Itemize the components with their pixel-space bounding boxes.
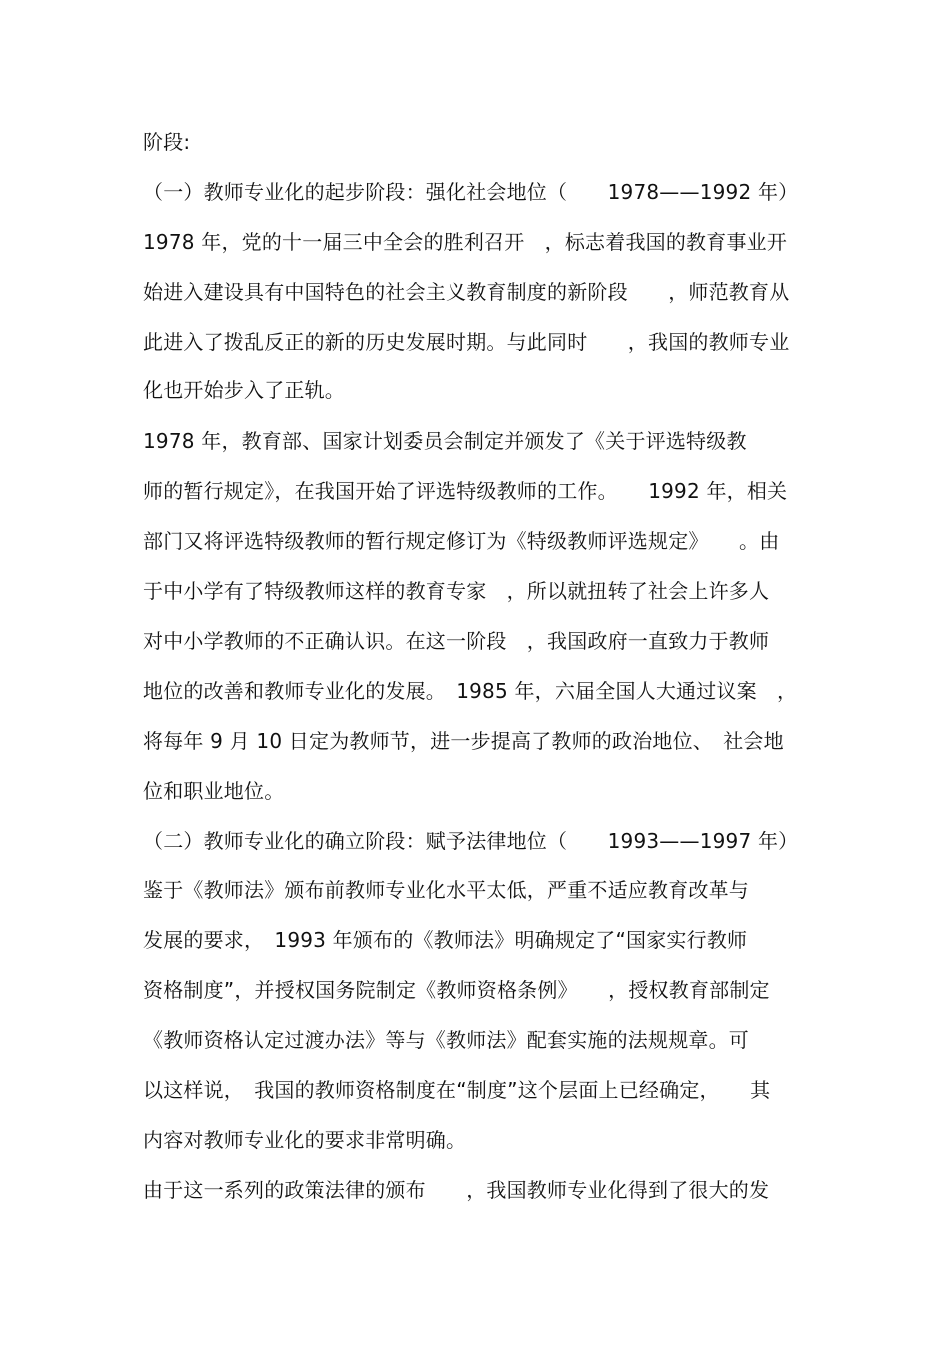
- text-line: 此进入了拨乱反正的新的历史发展时期。与此同时 ，我国的教师专业: [143, 330, 790, 354]
- text-line: 1978 年，教育部、国家计划委员会制定并颁发了《关于评选特级教: [143, 429, 747, 453]
- text-line: 1978 年，党的十一届三中全会的胜利召开 ，标志着我国的教育事业开: [143, 230, 788, 254]
- section-heading: （二）教师专业化的确立阶段：赋予法律地位（ 1993——1997 年）: [143, 829, 799, 853]
- text-line: 化也开始步入了正轨。: [143, 378, 345, 402]
- text-line: 以这样说， 我国的教师资格制度在“制度”这个层面上已经确定， 其: [143, 1078, 771, 1102]
- text-line: 对中小学教师的不正确认识。在这一阶段 ，我国政府一直致力于教师: [143, 629, 770, 653]
- text-line: 鉴于《教师法》颁布前教师专业化水平太低，严重不适应教育改革与: [143, 878, 749, 902]
- text-line: 师的暂行规定》，在我国开始了评选特级教师的工作。 1992 年，相关: [143, 479, 788, 503]
- text-line: 于中小学有了特级教师这样的教育专家 ，所以就扭转了社会上许多人: [143, 579, 770, 603]
- text-line: 《教师资格认定过渡办法》等与《教师法》配套实施的法规规章。可: [143, 1028, 749, 1052]
- section-heading: （一）教师专业化的起步阶段：强化社会地位（ 1978——1992 年）: [143, 180, 799, 204]
- text-line: 部门又将评选特级教师的暂行规定修订为《特级教师评选规定》 。由: [143, 529, 780, 553]
- text-line: 将每年 9 月 10 日定为教师节，进一步提高了教师的政治地位、 社会地: [143, 729, 784, 753]
- text-line: 始进入建设具有中国特色的社会主义教育制度的新阶段 ，师范教育从: [143, 280, 790, 304]
- text-line: 资格制度”，并授权国务院制定《教师资格条例》 ，授权教育部制定: [143, 978, 770, 1002]
- text-line: 地位的改善和教师专业化的发展。 1985 年，六届全国人大通过议案 ，: [143, 679, 798, 703]
- text-line: 位和职业地位。: [143, 779, 285, 803]
- text-line: 阶段:: [143, 130, 191, 154]
- text-line: 由于这一系列的政策法律的颁布 ，我国教师专业化得到了很大的发: [143, 1178, 770, 1202]
- text-line: 发展的要求， 1993 年颁布的《教师法》明确规定了“国家实行教师: [143, 928, 748, 952]
- text-line: 内容对教师专业化的要求非常明确。: [143, 1128, 467, 1152]
